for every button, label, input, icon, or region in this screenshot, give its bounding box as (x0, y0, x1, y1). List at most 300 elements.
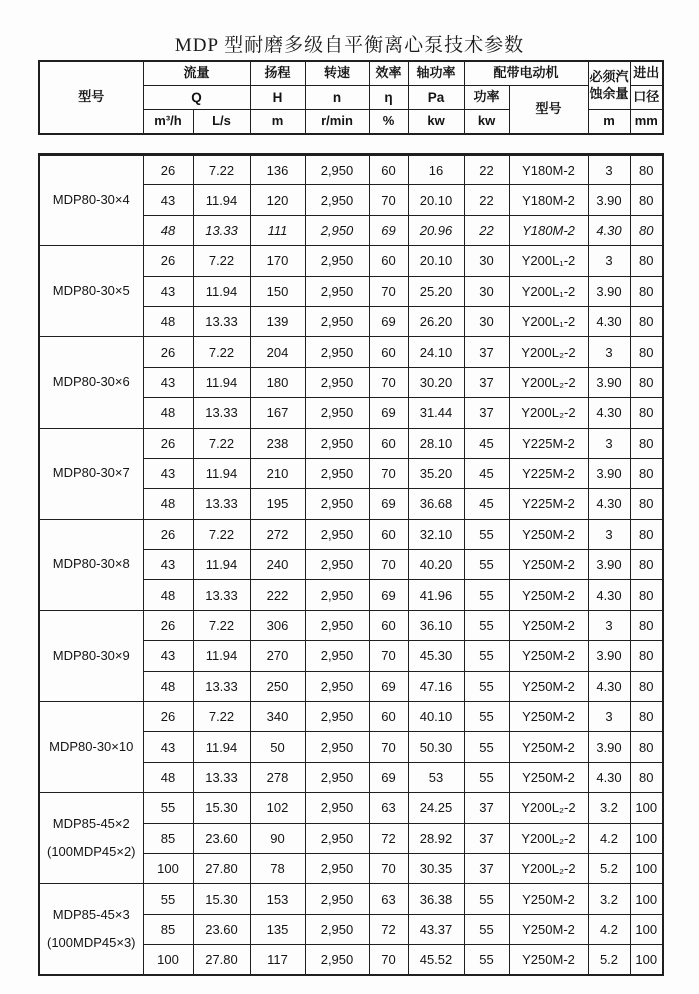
data-cell: 55 (464, 671, 509, 701)
data-cell: 100 (630, 884, 663, 914)
data-cell: Y250M-2 (509, 732, 588, 762)
data-cell: 80 (630, 550, 663, 580)
data-cell: 2,950 (305, 641, 369, 671)
data-cell: 85 (143, 914, 193, 944)
data-cell: 7.22 (193, 610, 250, 640)
data-cell: Y250M-2 (509, 914, 588, 944)
data-cell: 80 (630, 276, 663, 306)
data-cell: 70 (369, 367, 408, 397)
data-cell: 80 (630, 458, 663, 488)
data-cell: 4.30 (588, 215, 630, 245)
data-cell: 55 (464, 702, 509, 732)
data-cell: 4.30 (588, 762, 630, 792)
data-cell: 37 (464, 398, 509, 428)
data-cell: 23.60 (193, 823, 250, 853)
data-cell: 43 (143, 641, 193, 671)
pump-model-cell (39, 155, 143, 246)
data-cell: 60 (369, 519, 408, 549)
data-cell: 70 (369, 458, 408, 488)
data-cell: 4.30 (588, 580, 630, 610)
unit-ls: L/s (193, 110, 250, 134)
header-port-line2: 口径 (630, 85, 663, 109)
data-cell: 23.60 (193, 914, 250, 944)
data-cell: 55 (464, 641, 509, 671)
data-cell: Y250M-2 (509, 762, 588, 792)
data-cell: 13.33 (193, 215, 250, 245)
data-cell: 139 (250, 306, 305, 336)
data-cell: 37 (464, 823, 509, 853)
data-cell: 48 (143, 215, 193, 245)
data-cell: 45 (464, 458, 509, 488)
data-cell: 15.30 (193, 884, 250, 914)
data-cell: 47.16 (408, 671, 464, 701)
data-cell: 70 (369, 185, 408, 215)
data-cell: Y200L₂-2 (509, 398, 588, 428)
data-cell: 72 (369, 914, 408, 944)
header-efficiency: 效率 (369, 61, 408, 85)
data-cell: 43 (143, 367, 193, 397)
data-cell: 2,950 (305, 793, 369, 823)
data-cell: 270 (250, 641, 305, 671)
data-cell: 60 (369, 337, 408, 367)
data-cell: 37 (464, 853, 509, 883)
data-cell: 7.22 (193, 519, 250, 549)
data-cell: Y225M-2 (509, 458, 588, 488)
data-cell: Y200L₁-2 (509, 306, 588, 336)
data-cell: 24.25 (408, 793, 464, 823)
data-cell: 55 (464, 762, 509, 792)
data-cell: 30 (464, 276, 509, 306)
data-cell: 48 (143, 489, 193, 519)
data-cell: 2,950 (305, 215, 369, 245)
data-cell: 69 (369, 306, 408, 336)
data-cell: 80 (630, 246, 663, 276)
data-cell: 11.94 (193, 276, 250, 306)
data-cell: 11.94 (193, 458, 250, 488)
data-cell: 2,950 (305, 398, 369, 428)
data-cell: Y200L₂-2 (509, 853, 588, 883)
data-cell: Y250M-2 (509, 550, 588, 580)
data-cell: 3 (588, 428, 630, 458)
data-cell: 100 (630, 793, 663, 823)
data-cell: 180 (250, 367, 305, 397)
data-cell: 3.90 (588, 458, 630, 488)
data-cell: 2,950 (305, 671, 369, 701)
data-cell: 80 (630, 428, 663, 458)
header-speed: 转速 (305, 61, 369, 85)
data-cell: 2,950 (305, 246, 369, 276)
data-cell: 16 (408, 155, 464, 185)
pump-model-line: MDP80-30×4 (52, 192, 130, 208)
header-head: 扬程 (250, 61, 305, 85)
data-cell: 40.20 (408, 550, 464, 580)
data-cell: 37 (464, 337, 509, 367)
data-cell: 55 (464, 580, 509, 610)
table-row (39, 610, 663, 640)
data-cell: 11.94 (193, 367, 250, 397)
data-cell: 7.22 (193, 337, 250, 367)
data-cell: 43 (143, 458, 193, 488)
data-cell: 55 (464, 550, 509, 580)
data-cell: 31.44 (408, 398, 464, 428)
data-cell: 4.2 (588, 823, 630, 853)
data-cell: 150 (250, 276, 305, 306)
data-cell: 240 (250, 550, 305, 580)
header-motor-model: 型号 (509, 85, 588, 134)
data-cell: 26 (143, 428, 193, 458)
data-cell: 69 (369, 215, 408, 245)
header-row-1 (39, 61, 663, 85)
data-cell: 80 (630, 489, 663, 519)
data-cell: 37 (464, 367, 509, 397)
data-cell: 100 (630, 823, 663, 853)
unit-m: m (250, 110, 305, 134)
data-cell: 80 (630, 580, 663, 610)
data-cell: 48 (143, 580, 193, 610)
data-cell: 306 (250, 610, 305, 640)
data-cell: 70 (369, 732, 408, 762)
header-flow-symbol: Q (143, 85, 250, 109)
data-cell: 11.94 (193, 732, 250, 762)
data-cell: 13.33 (193, 580, 250, 610)
data-cell: 80 (630, 306, 663, 336)
data-cell: 4.2 (588, 914, 630, 944)
data-cell: 170 (250, 246, 305, 276)
data-cell: Y250M-2 (509, 519, 588, 549)
data-cell: 2,950 (305, 610, 369, 640)
data-cell: 48 (143, 762, 193, 792)
data-cell: 63 (369, 793, 408, 823)
data-cell: 27.80 (193, 853, 250, 883)
data-cell: 80 (630, 671, 663, 701)
data-cell: 70 (369, 853, 408, 883)
data-cell: 20.96 (408, 215, 464, 245)
spec-table-body (38, 153, 664, 976)
data-cell: Y200L₁-2 (509, 276, 588, 306)
data-cell: 100 (630, 945, 663, 975)
data-cell: 43 (143, 185, 193, 215)
data-cell: 26 (143, 155, 193, 185)
data-cell: 3 (588, 337, 630, 367)
header-port-line1: 进出 (630, 61, 663, 85)
page-title: MDP 型耐磨多级自平衡离心泵技术参数 (174, 35, 525, 56)
data-cell: 80 (630, 185, 663, 215)
data-cell: 30 (464, 246, 509, 276)
data-cell: 2,950 (305, 945, 369, 975)
data-cell: 50.30 (408, 732, 464, 762)
data-cell: 3.90 (588, 641, 630, 671)
data-cell: 3.2 (588, 884, 630, 914)
data-cell: 78 (250, 853, 305, 883)
pump-model-line: MDP80-30×10 (49, 738, 134, 754)
data-cell: Y250M-2 (509, 884, 588, 914)
data-cell: 36.38 (408, 884, 464, 914)
data-cell: 24.10 (408, 337, 464, 367)
data-cell: 40.10 (408, 702, 464, 732)
data-cell: 11.94 (193, 185, 250, 215)
data-cell: 20.10 (408, 246, 464, 276)
data-cell: 26 (143, 519, 193, 549)
data-cell: 120 (250, 185, 305, 215)
data-cell: 41.96 (408, 580, 464, 610)
data-cell: 60 (369, 246, 408, 276)
data-cell: 2,950 (305, 458, 369, 488)
data-cell: 2,950 (305, 580, 369, 610)
data-cell: 70 (369, 550, 408, 580)
header-flow: 流量 (143, 61, 250, 85)
data-cell: 4.30 (588, 671, 630, 701)
pump-model-line: MDP80-30×5 (52, 282, 130, 298)
data-cell: 26 (143, 246, 193, 276)
data-cell: Y200L₂-2 (509, 823, 588, 853)
data-cell: Y225M-2 (509, 489, 588, 519)
data-cell: 136 (250, 155, 305, 185)
data-cell: 55 (143, 793, 193, 823)
data-cell: 30.20 (408, 367, 464, 397)
data-cell: 2,950 (305, 276, 369, 306)
table-row (39, 519, 663, 549)
data-cell: Y200L₁-2 (509, 246, 588, 276)
data-cell: 2,950 (305, 367, 369, 397)
data-cell: 2,950 (305, 732, 369, 762)
data-cell: 60 (369, 428, 408, 458)
data-cell: 80 (630, 367, 663, 397)
table-row (39, 246, 663, 276)
data-cell: Y180M-2 (509, 155, 588, 185)
data-cell: 2,950 (305, 914, 369, 944)
data-cell: 153 (250, 884, 305, 914)
data-cell: 48 (143, 306, 193, 336)
pump-model-line: MDP80-30×9 (52, 647, 130, 663)
unit-mm: mm (630, 110, 663, 134)
data-cell: 210 (250, 458, 305, 488)
data-cell: 80 (630, 702, 663, 732)
pump-model-cell (39, 337, 143, 428)
pump-model-line: MDP85-45×3 (52, 906, 130, 922)
data-cell: 100 (143, 945, 193, 975)
header-shaft-power: 轴功率 (408, 61, 464, 85)
data-cell: 7.22 (193, 428, 250, 458)
data-cell: 48 (143, 671, 193, 701)
data-cell: 13.33 (193, 306, 250, 336)
data-cell: 50 (250, 732, 305, 762)
data-cell: 90 (250, 823, 305, 853)
data-cell: 4.30 (588, 489, 630, 519)
pump-model-line: (100MDP45×2) (46, 843, 136, 859)
data-cell: 43 (143, 550, 193, 580)
table-row (39, 337, 663, 367)
unit-kw-shaft: kw (408, 110, 464, 134)
data-cell: 3.90 (588, 276, 630, 306)
data-cell: 80 (630, 398, 663, 428)
data-cell: 60 (369, 610, 408, 640)
data-cell: 26 (143, 337, 193, 367)
data-cell: 2,950 (305, 823, 369, 853)
data-cell: 3 (588, 702, 630, 732)
data-cell: 28.10 (408, 428, 464, 458)
data-cell: 2,950 (305, 337, 369, 367)
data-cell: 7.22 (193, 246, 250, 276)
data-cell: 70 (369, 641, 408, 671)
data-cell: 25.20 (408, 276, 464, 306)
data-cell: 2,950 (305, 185, 369, 215)
data-cell: 250 (250, 671, 305, 701)
data-cell: 2,950 (305, 884, 369, 914)
pump-model-line: MDP80-30×6 (52, 373, 130, 389)
data-cell: 70 (369, 276, 408, 306)
data-cell: 3.90 (588, 732, 630, 762)
data-cell: 26.20 (408, 306, 464, 336)
data-cell: 13.33 (193, 762, 250, 792)
data-cell: Y200L₂-2 (509, 367, 588, 397)
data-cell: 100 (143, 853, 193, 883)
data-cell: 102 (250, 793, 305, 823)
data-cell: 13.33 (193, 671, 250, 701)
data-cell: 2,950 (305, 519, 369, 549)
data-cell: 204 (250, 337, 305, 367)
data-cell: 60 (369, 702, 408, 732)
data-cell: 55 (143, 884, 193, 914)
data-cell: Y250M-2 (509, 641, 588, 671)
data-cell: 55 (464, 610, 509, 640)
data-cell: 55 (464, 914, 509, 944)
data-cell: 43.37 (408, 914, 464, 944)
data-cell: 60 (369, 155, 408, 185)
data-cell: 13.33 (193, 489, 250, 519)
data-cell: 4.30 (588, 306, 630, 336)
data-cell: 55 (464, 732, 509, 762)
data-cell: 3 (588, 246, 630, 276)
data-cell: Y180M-2 (509, 185, 588, 215)
data-cell: 5.2 (588, 853, 630, 883)
data-cell: 55 (464, 945, 509, 975)
data-cell: Y225M-2 (509, 428, 588, 458)
data-cell: 80 (630, 732, 663, 762)
data-cell: 2,950 (305, 853, 369, 883)
data-cell: 53 (408, 762, 464, 792)
data-cell: Y200L₂-2 (509, 793, 588, 823)
unit-percent: % (369, 110, 408, 134)
data-cell: 80 (630, 762, 663, 792)
header-speed-symbol: n (305, 85, 369, 109)
pump-model-cell (39, 428, 143, 519)
data-cell: 85 (143, 823, 193, 853)
data-cell: 117 (250, 945, 305, 975)
data-cell: 278 (250, 762, 305, 792)
data-cell: 3.90 (588, 185, 630, 215)
header-efficiency-symbol: η (369, 85, 408, 109)
pump-model-line: MDP80-30×7 (52, 465, 130, 481)
header-npsh: 必须汽蚀余量 (588, 61, 630, 110)
data-cell: 2,950 (305, 155, 369, 185)
data-cell: 69 (369, 762, 408, 792)
pump-model-cell (39, 246, 143, 337)
table-row (39, 884, 663, 914)
header-head-symbol: H (250, 85, 305, 109)
table-row (39, 155, 663, 185)
data-cell: 3 (588, 155, 630, 185)
data-cell: 7.22 (193, 702, 250, 732)
data-cell: 238 (250, 428, 305, 458)
data-cell: 20.10 (408, 185, 464, 215)
unit-m3h: m³/h (143, 110, 193, 134)
data-cell: 55 (464, 519, 509, 549)
data-cell: 35.20 (408, 458, 464, 488)
data-cell: 167 (250, 398, 305, 428)
data-cell: 72 (369, 823, 408, 853)
data-cell: 3 (588, 519, 630, 549)
pump-model-line: MDP85-45×2 (52, 815, 130, 831)
pump-model-cell (39, 793, 143, 884)
spec-table-header (38, 60, 664, 135)
data-cell: 3 (588, 610, 630, 640)
pump-model-cell (39, 610, 143, 701)
data-cell: 22 (464, 215, 509, 245)
data-cell: 27.80 (193, 945, 250, 975)
pump-model-cell (39, 519, 143, 610)
data-cell: Y250M-2 (509, 702, 588, 732)
data-cell: 3.2 (588, 793, 630, 823)
table-row (39, 702, 663, 732)
data-cell: Y250M-2 (509, 945, 588, 975)
data-cell: Y250M-2 (509, 610, 588, 640)
header-motor-power: 功率 (464, 85, 509, 109)
data-cell: 45.30 (408, 641, 464, 671)
data-cell: 32.10 (408, 519, 464, 549)
pump-model-line: MDP80-30×8 (52, 556, 130, 572)
unit-kw-motor: kw (464, 110, 509, 134)
header-model: 型号 (39, 61, 143, 134)
data-cell: 80 (630, 641, 663, 671)
data-cell: 2,950 (305, 550, 369, 580)
data-cell: 48 (143, 398, 193, 428)
data-cell: 135 (250, 914, 305, 944)
data-cell: 36.68 (408, 489, 464, 519)
data-cell: 22 (464, 155, 509, 185)
table-row (39, 793, 663, 823)
data-cell: 11.94 (193, 550, 250, 580)
data-cell: 55 (464, 884, 509, 914)
data-cell: 45.52 (408, 945, 464, 975)
data-cell: 80 (630, 215, 663, 245)
data-cell: 70 (369, 945, 408, 975)
data-cell: 69 (369, 398, 408, 428)
data-cell: 2,950 (305, 306, 369, 336)
data-cell: 80 (630, 337, 663, 367)
data-cell: 13.33 (193, 398, 250, 428)
data-cell: Y250M-2 (509, 580, 588, 610)
pump-model-cell (39, 884, 143, 975)
data-cell: 45 (464, 428, 509, 458)
data-cell: 340 (250, 702, 305, 732)
data-cell: 26 (143, 610, 193, 640)
data-cell: 69 (369, 580, 408, 610)
data-cell: 3.90 (588, 550, 630, 580)
data-cell: 15.30 (193, 793, 250, 823)
data-cell: 43 (143, 276, 193, 306)
data-cell: Y250M-2 (509, 671, 588, 701)
data-cell: 5.2 (588, 945, 630, 975)
data-cell: Y180M-2 (509, 215, 588, 245)
data-cell: 222 (250, 580, 305, 610)
data-cell: 11.94 (193, 641, 250, 671)
header-shaft-power-symbol: Pa (408, 85, 464, 109)
data-cell: 22 (464, 185, 509, 215)
data-cell: 63 (369, 884, 408, 914)
data-cell: 195 (250, 489, 305, 519)
unit-rmin: r/min (305, 110, 369, 134)
table-row (39, 428, 663, 458)
